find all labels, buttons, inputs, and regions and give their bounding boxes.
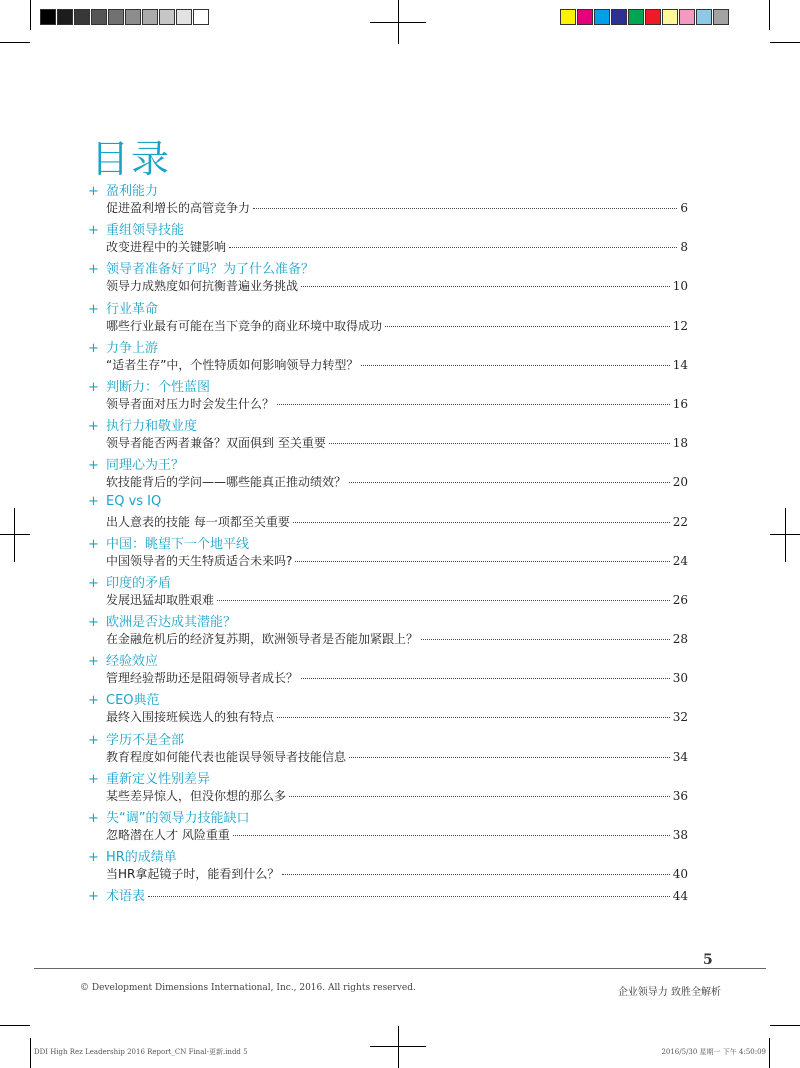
plus-icon: + xyxy=(88,771,99,787)
toc-page-number: 40 xyxy=(672,867,688,882)
toc-page-number: 16 xyxy=(672,396,688,411)
toc-heading-text: 经验效应 xyxy=(106,654,159,670)
toc-page-number: 38 xyxy=(672,828,688,842)
toc-entry-heading xyxy=(88,729,184,748)
plus-icon: + xyxy=(88,536,99,552)
toc-page-number: 36 xyxy=(672,788,688,803)
plus-icon: + xyxy=(88,379,99,395)
toc-entry-heading xyxy=(88,650,158,669)
color-swatch xyxy=(159,9,175,25)
toc-entry-glossary[interactable] xyxy=(88,885,688,924)
toc-heading-text: 学历不是全部 xyxy=(106,732,185,748)
color-swatch xyxy=(176,9,192,25)
color-swatch xyxy=(74,9,90,25)
toc-entry-line xyxy=(106,748,688,765)
toc-entry-heading xyxy=(88,768,210,787)
crop-mark xyxy=(398,1026,399,1068)
toc-entry-heading xyxy=(88,807,249,826)
toc-heading-text: 盈利能力 xyxy=(106,184,159,199)
color-swatch xyxy=(91,9,107,25)
toc-subtitle: 哪些行业最有可能在当下竞争的商业环境中取得成功 xyxy=(106,318,383,333)
toc-entry-heading xyxy=(88,846,177,865)
toc-heading-text: 重新定义性别差异 xyxy=(106,771,211,787)
crop-mark xyxy=(770,1025,800,1026)
toc-entry-line xyxy=(106,669,688,686)
toc-heading-text: 失“调”的领导力技能缺口 xyxy=(106,811,250,826)
toc-entry[interactable] xyxy=(88,219,688,258)
toc-entry[interactable] xyxy=(88,180,688,219)
dot-leader xyxy=(329,443,670,444)
dot-leader xyxy=(289,796,670,797)
toc-heading-text: HR的成绩单 xyxy=(106,850,177,866)
dot-leader xyxy=(385,326,670,327)
toc-entry-heading xyxy=(88,219,184,238)
toc-entry-line xyxy=(106,865,688,882)
toc-subtitle: 出人意表的技能 每一项都至关重要 xyxy=(106,514,290,529)
toc-subtitle: “适者生存”中，个性特质如何影响领导力转型？ xyxy=(106,357,359,372)
toc-heading-text: 印度的矛盾 xyxy=(106,575,172,591)
toc-entry-line xyxy=(106,356,688,373)
color-swatch xyxy=(40,9,56,25)
crop-mark xyxy=(785,508,786,562)
crop-mark xyxy=(14,508,15,562)
dot-leader xyxy=(361,365,669,366)
toc-entry[interactable] xyxy=(88,572,688,611)
toc-entry-line xyxy=(106,552,688,569)
color-swatch xyxy=(594,9,610,25)
toc-heading-text: 判断力：个性蓝图 xyxy=(106,379,211,395)
toc-entry[interactable] xyxy=(88,494,688,533)
toc-heading-text: 中国：眺望下一个地平线 xyxy=(106,536,250,552)
plus-icon: + xyxy=(88,262,99,278)
plus-icon: + xyxy=(88,223,99,239)
crop-mark xyxy=(30,0,31,30)
crop-mark xyxy=(370,1046,426,1047)
toc-page-number: 8 xyxy=(680,240,688,255)
dot-leader xyxy=(148,896,670,897)
color-swatch xyxy=(696,9,712,25)
dot-leader xyxy=(301,286,670,287)
page-number: 5 xyxy=(703,952,713,968)
toc-subtitle: 领导力成熟度如何抗衡普遍业务挑战 xyxy=(106,279,299,294)
color-swatch xyxy=(108,9,124,25)
table-of-contents xyxy=(88,180,688,925)
toc-subtitle: 促进盈利增长的高管竞争力 xyxy=(106,201,251,215)
toc-entry-heading xyxy=(88,298,158,317)
dot-leader xyxy=(217,600,670,601)
toc-entry-line xyxy=(106,591,688,608)
toc-entry[interactable] xyxy=(88,376,688,415)
dot-leader xyxy=(349,482,670,483)
plus-icon: + xyxy=(88,850,99,866)
toc-subtitle: 某些差异惊人，但没你想的那么多 xyxy=(106,788,287,803)
toc-entry-heading xyxy=(88,180,158,199)
color-swatch xyxy=(577,9,593,25)
toc-subtitle: 忽略潜在人才 风险重重 xyxy=(106,828,230,842)
toc-entry[interactable] xyxy=(88,846,688,885)
toc-entry[interactable] xyxy=(88,258,688,297)
toc-entry[interactable] xyxy=(88,689,688,728)
plus-icon: + xyxy=(88,654,99,670)
toc-page-number: 12 xyxy=(672,318,688,333)
toc-entry[interactable] xyxy=(88,337,688,376)
plus-icon: + xyxy=(88,615,99,631)
crop-mark xyxy=(0,1025,30,1026)
color-swatch xyxy=(713,9,729,25)
toc-title: 目录 xyxy=(91,137,172,181)
plus-icon: + xyxy=(88,184,99,199)
toc-entry-heading xyxy=(88,611,236,630)
toc-entry[interactable] xyxy=(88,533,688,572)
dot-leader xyxy=(349,757,670,758)
color-calibration-bar xyxy=(560,9,730,25)
toc-page-number: 10 xyxy=(672,279,688,294)
crop-mark xyxy=(0,42,30,43)
toc-entry-heading xyxy=(88,454,184,473)
toc-entry-heading xyxy=(88,572,171,591)
toc-heading-text: 领导者准备好了吗？为了什么准备？ xyxy=(106,262,315,278)
toc-entry-line xyxy=(106,787,688,804)
toc-subtitle: 中国领导者的天生特质适合未来吗? xyxy=(106,553,293,568)
plus-icon: + xyxy=(88,732,99,748)
toc-page-number: 44 xyxy=(672,889,688,904)
print-slug-left: DDI High Rez Leadership 2016 Report_CN Final-更新.indd 5 xyxy=(34,1048,248,1056)
toc-entry-line xyxy=(106,513,688,530)
toc-page-number: 22 xyxy=(672,514,688,529)
toc-entry[interactable] xyxy=(88,650,688,689)
toc-entry-line xyxy=(88,885,688,904)
toc-entry[interactable] xyxy=(88,415,688,454)
footer-divider xyxy=(34,968,766,969)
dot-leader xyxy=(277,717,670,718)
dot-leader xyxy=(229,247,677,248)
crop-mark xyxy=(769,0,770,30)
dot-leader xyxy=(233,835,670,836)
plus-icon: + xyxy=(88,693,99,709)
toc-entry-line xyxy=(106,473,688,490)
toc-entry-heading xyxy=(88,258,314,277)
toc-entry[interactable] xyxy=(88,807,688,846)
toc-subtitle: 管理经验帮助还是阻碍领导者成长？ xyxy=(106,671,299,686)
crop-mark xyxy=(769,1038,770,1068)
color-swatch xyxy=(560,9,576,25)
crop-mark xyxy=(770,42,800,43)
toc-heading-text: 欧洲是否达成其潜能？ xyxy=(106,615,237,631)
toc-subtitle: 当HR拿起镜子时，能看到什么？ xyxy=(106,867,280,882)
toc-subtitle: 最终入围接班候选人的独有特点 xyxy=(106,710,275,725)
toc-page-number: 32 xyxy=(672,710,688,725)
toc-heading-text: 同理心为王？ xyxy=(106,458,185,474)
toc-subtitle: 改变进程中的关键影响 xyxy=(106,240,227,255)
toc-page-number: 30 xyxy=(672,671,688,686)
color-swatch xyxy=(142,9,158,25)
toc-subtitle: 在金融危机后的经济复苏期，欧洲领导者是否能加紧跟上？ xyxy=(106,632,419,647)
toc-page-number: 24 xyxy=(672,553,688,568)
toc-subtitle: 软技能背后的学问——哪些能真正推动绩效？ xyxy=(106,475,347,490)
toc-subtitle: 教育程度如何能代表也能误导领导者技能信息 xyxy=(106,749,347,764)
toc-page-number: 6 xyxy=(680,201,688,215)
toc-entry-line xyxy=(106,238,688,255)
toc-entry-heading xyxy=(88,376,210,395)
footer-tagline: 企业领导力 致胜全解析 xyxy=(617,987,721,998)
plus-icon: + xyxy=(88,458,99,474)
toc-entry-line xyxy=(106,826,688,843)
toc-page-number: 26 xyxy=(672,592,688,607)
color-swatch xyxy=(193,9,209,25)
dot-leader xyxy=(253,208,677,209)
toc-entry-heading xyxy=(88,494,161,509)
toc-heading-text: 重组领导技能 xyxy=(106,223,185,239)
toc-entry[interactable] xyxy=(88,768,688,807)
dot-leader xyxy=(293,522,670,523)
toc-entry-line xyxy=(106,708,688,725)
toc-entry-line xyxy=(106,395,688,412)
toc-entry-heading xyxy=(88,337,158,356)
plus-icon: + xyxy=(88,811,99,826)
dot-leader xyxy=(301,678,670,679)
dot-leader xyxy=(277,404,670,405)
copyright-notice: © Development Dimensions International, Inc., 2016. All rights reserved. xyxy=(80,983,416,993)
color-swatch xyxy=(611,9,627,25)
dot-leader xyxy=(282,874,669,875)
dot-leader xyxy=(295,561,669,562)
plus-icon: + xyxy=(88,575,99,591)
toc-heading-text: 执行力和敬业度 xyxy=(106,419,198,435)
dot-leader xyxy=(421,639,670,640)
toc-subtitle: 发展迅猛却取胜艰难 xyxy=(106,592,215,607)
print-slug-right: 2016/5/30 星期一 下午 4:50:09 xyxy=(661,1048,766,1056)
toc-entry[interactable] xyxy=(88,729,688,768)
toc-page-number: 18 xyxy=(672,436,688,451)
crop-mark xyxy=(370,22,426,23)
toc-entry-line xyxy=(106,434,688,451)
toc-heading-text: 行业革命 xyxy=(106,301,159,317)
color-swatch xyxy=(125,9,141,25)
toc-entry-heading xyxy=(88,689,160,708)
toc-heading-text: CEO典范 xyxy=(106,693,160,709)
toc-entry[interactable] xyxy=(88,298,688,337)
plus-icon: + xyxy=(88,889,99,905)
color-swatch xyxy=(662,9,678,25)
toc-page-number: 20 xyxy=(672,475,688,490)
toc-entry-heading xyxy=(88,533,249,552)
color-swatch xyxy=(57,9,73,25)
toc-entry-line xyxy=(106,630,688,647)
crop-mark xyxy=(30,1038,31,1068)
plus-icon: + xyxy=(88,419,99,435)
toc-heading-text: EQ vs IQ xyxy=(106,493,162,509)
color-swatch xyxy=(679,9,695,25)
toc-heading-text: 术语表 xyxy=(106,889,146,905)
toc-entry-line xyxy=(106,317,688,334)
plus-icon: + xyxy=(88,340,99,356)
toc-subtitle: 领导者面对压力时会发生什么？ xyxy=(106,396,275,411)
color-swatch xyxy=(645,9,661,25)
toc-entry[interactable] xyxy=(88,454,688,493)
toc-entry[interactable] xyxy=(88,611,688,650)
crop-mark xyxy=(0,534,30,535)
toc-page-number: 14 xyxy=(672,357,688,372)
plus-icon: + xyxy=(88,493,99,509)
toc-entry-heading xyxy=(88,415,197,434)
plus-icon: + xyxy=(88,301,99,317)
toc-heading-text: 力争上游 xyxy=(106,340,159,356)
toc-entry-line xyxy=(106,199,688,216)
toc-subtitle: 领导者能否两者兼备？双面俱到 至关重要 xyxy=(106,436,326,451)
toc-page-number: 34 xyxy=(672,749,688,764)
toc-page-number: 28 xyxy=(672,632,688,647)
color-swatch xyxy=(628,9,644,25)
gray-calibration-bar xyxy=(40,9,210,25)
toc-entry-line xyxy=(106,277,688,294)
